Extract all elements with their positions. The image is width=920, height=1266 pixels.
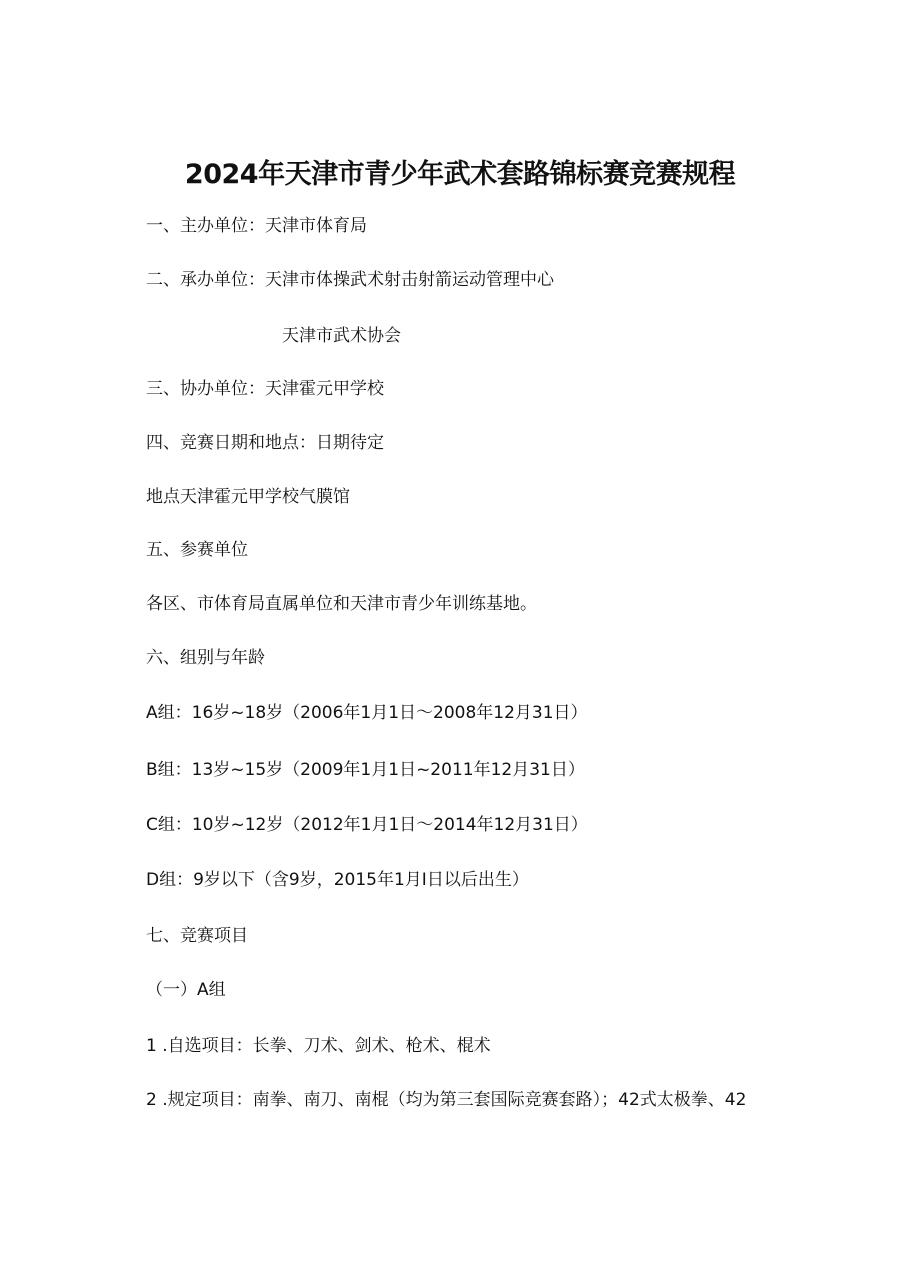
- organizer-line: 一、主办单位：天津市体育局: [146, 216, 367, 236]
- section-events-heading: 七、竞赛项目: [146, 926, 248, 946]
- group-a-line: A组：16岁~18岁（2006年1月1日〜2008年12月31日）: [146, 703, 588, 723]
- document-title: 2024年天津市青少年武术套路锦标赛竞赛规程: [184, 159, 736, 190]
- participants-text: 各区、市体育局直属单位和天津市青少年训练基地。: [146, 594, 537, 614]
- group-c-line: C组：10岁~12岁（2012年1月1日〜2014年12月31日）: [146, 815, 588, 835]
- host-unit-line: 二、承办单位：天津市体操武术射击射箭运动管理中心: [146, 270, 554, 290]
- group-b-line: B组：13岁~15岁（2009年1月1日~2011年12月31日）: [146, 760, 585, 780]
- date-line: 四、竞赛日期和地点：日期待定: [146, 433, 384, 453]
- venue-line: 地点天津霍元甲学校气膜馆: [146, 487, 350, 507]
- section-groups-heading: 六、组别与年龄: [146, 648, 265, 668]
- co-organizer-line: 三、协办单位：天津霍元甲学校: [146, 379, 384, 399]
- group-d-line: D组：9岁以下（含9岁，2015年1月I日以后出生）: [146, 870, 529, 890]
- host-unit-second-line: 天津市武术协会: [282, 326, 401, 346]
- optional-events-line: 1 .自选项目：长拳、刀术、剑术、枪术、棍术: [146, 1036, 491, 1056]
- subsection-group-a-heading: （一）A组: [146, 980, 226, 1000]
- required-events-line: 2 .规定项目：南拳、南刀、南棍（均为第三套国际竞赛套路）；42式太极拳、42: [146, 1090, 747, 1110]
- section-participants-heading: 五、参赛单位: [146, 540, 248, 560]
